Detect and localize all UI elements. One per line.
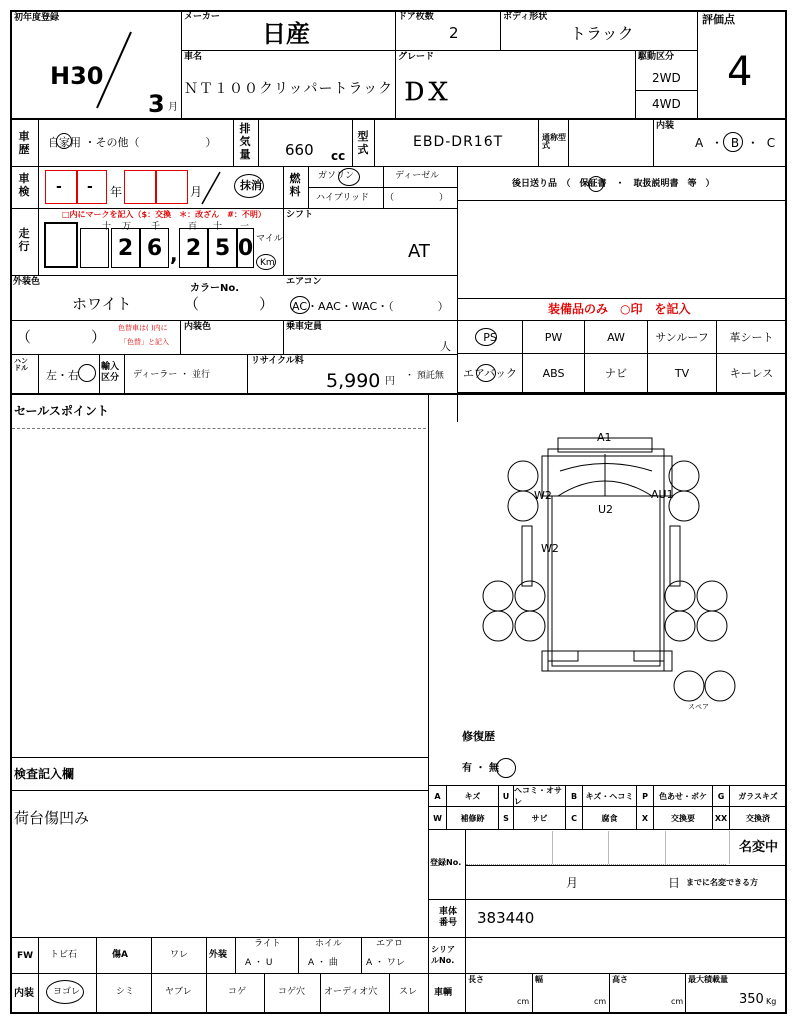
reg-deadline-note: までに名変できる方 bbox=[686, 878, 758, 887]
inspection-slash bbox=[200, 170, 222, 206]
aero-value: A ・ ワレ bbox=[366, 958, 405, 968]
mileage-label: 走 行 bbox=[18, 227, 30, 253]
shift-value: AT bbox=[408, 241, 430, 262]
diagram-label-w2-side: W2 bbox=[541, 542, 559, 555]
int-item-4: コゲ穴 bbox=[278, 987, 306, 997]
repair-none-circle bbox=[496, 758, 516, 778]
km-circle bbox=[256, 254, 276, 270]
aero-label: エアロ bbox=[376, 939, 404, 949]
equip-title: 装備品のみ ○印 を記入 bbox=[548, 302, 691, 316]
color-no-value: （ ） bbox=[184, 295, 275, 313]
ext-label: 外装 bbox=[209, 950, 228, 960]
first-reg-year: H30 bbox=[50, 62, 104, 90]
equip-sunroof[interactable]: サンルーフ bbox=[647, 320, 717, 354]
first-reg-month: 3 bbox=[148, 90, 165, 118]
recycle-unit: 円 bbox=[385, 376, 395, 387]
unit-mile: マイル bbox=[256, 234, 283, 244]
odometer-header-5: 一 bbox=[240, 222, 250, 232]
inspection-notes-label: 検査記入欄 bbox=[14, 767, 75, 781]
odometer-digit-1 bbox=[80, 228, 109, 268]
interior-b-circle bbox=[723, 132, 743, 152]
equip-pw[interactable]: PW bbox=[522, 320, 585, 354]
maker-label: メーカー bbox=[184, 12, 220, 22]
color-change-value: （ ） bbox=[16, 328, 107, 346]
legend-r2-0: W bbox=[428, 806, 447, 830]
fuel-other: （ ） bbox=[385, 193, 449, 203]
wheel-label: ホイル bbox=[315, 939, 343, 949]
sales-points-label: セールスポイント bbox=[14, 404, 109, 418]
serial-label: シリアルNo. bbox=[431, 945, 455, 965]
warranty-circle bbox=[588, 176, 604, 192]
history-value: 自家用 ・その他（ ） bbox=[48, 136, 217, 149]
fw-item-2: ワレ bbox=[170, 950, 189, 960]
drive-4wd: 4WD bbox=[652, 97, 681, 111]
light-label: ライト bbox=[254, 939, 281, 949]
inspection-note-text: 荷台傷凹み bbox=[14, 809, 90, 827]
slash-mark bbox=[95, 30, 135, 110]
car-name-value: ＮＴ１００クリッパートラック bbox=[184, 81, 394, 97]
history-label: 車 歴 bbox=[18, 130, 30, 156]
int-item-0: ヨゴレ bbox=[53, 987, 81, 997]
legend-r2-6: X bbox=[636, 806, 654, 830]
odometer-header-1: 万 bbox=[122, 222, 132, 232]
recycle-label: リサイクル料 bbox=[251, 356, 304, 366]
doors-value: 2 bbox=[449, 24, 459, 42]
max-load-label: 最大積載量 bbox=[688, 975, 728, 984]
drive-label: 駆動区分 bbox=[638, 52, 675, 62]
capacity-unit: 人 bbox=[440, 340, 451, 353]
legend-r1-1: キズ bbox=[446, 785, 499, 807]
int-item-5: オーディオ穴 bbox=[324, 987, 378, 997]
fuel-gasoline: ガソリン bbox=[318, 171, 355, 181]
expired-circle bbox=[234, 174, 264, 198]
legend-r2-1: 補修跡 bbox=[446, 806, 499, 830]
displacement-value: 660 bbox=[285, 141, 314, 159]
body-label: ボディ形状 bbox=[503, 12, 548, 22]
accessories-value: 後日送り品 （ 保証書 ・ 取扱説明書 等 ） bbox=[512, 179, 715, 189]
legend-r1-4: B bbox=[565, 785, 583, 807]
model-value: EBD-DR16T bbox=[413, 134, 504, 150]
drive-2wd: 2WD bbox=[652, 71, 681, 85]
chassis-value: 383440 bbox=[477, 909, 535, 927]
length-label: 長さ bbox=[468, 975, 484, 984]
exterior-color-label: 外装色 bbox=[13, 277, 41, 287]
inspection-month-box-2[interactable] bbox=[156, 170, 188, 204]
month-unit: 月 bbox=[168, 102, 178, 113]
legend-r1-7: 色あせ・ボケ bbox=[653, 785, 713, 807]
unit-km: Km bbox=[260, 258, 275, 268]
grade-score-label: 評価点 bbox=[702, 13, 735, 26]
history-circle bbox=[56, 133, 72, 149]
max-load-unit: Kg bbox=[766, 997, 777, 1006]
aircon-value: AC・AAC・WAC・（ ） bbox=[292, 300, 449, 313]
dash-2: - bbox=[87, 179, 93, 195]
diagram-label-w2: W2 bbox=[534, 489, 552, 502]
legend-r1-2: U bbox=[498, 785, 514, 807]
odometer-digit-4: 2 bbox=[179, 228, 208, 268]
legend-r2-4: C bbox=[565, 806, 583, 830]
legend-r2-7: 交換要 bbox=[653, 806, 713, 830]
ps-circle bbox=[475, 328, 497, 346]
width-label: 幅 bbox=[535, 975, 543, 984]
import-value: ディーラー ・ 並行 bbox=[133, 370, 211, 380]
color-change-note-1: 色替車は( )内に bbox=[118, 324, 168, 332]
legend-r1-8: G bbox=[712, 785, 730, 807]
spare-label: スペア bbox=[688, 703, 709, 711]
wheel-value: A ・ 曲 bbox=[308, 958, 338, 968]
odometer-digit-5: 5 bbox=[208, 228, 237, 268]
equip-aw[interactable]: AW bbox=[584, 320, 648, 354]
odometer-header-4: 十 bbox=[213, 222, 223, 232]
inspection-month-box-1[interactable] bbox=[124, 170, 156, 204]
stain-circle bbox=[46, 980, 84, 1004]
airbag-circle bbox=[476, 364, 496, 382]
import-label: 輸入区分 bbox=[101, 362, 120, 383]
int-item-3: コゲ bbox=[228, 987, 247, 997]
recycle-fee: 5,990 bbox=[326, 370, 381, 392]
inspection-month-unit: 月 bbox=[190, 185, 203, 199]
legend-r1-5: キズ・ヘコミ bbox=[582, 785, 637, 807]
handle-label: ハンドル bbox=[14, 357, 28, 372]
car-name-label: 車名 bbox=[184, 52, 203, 62]
inspection-label: 車 検 bbox=[18, 172, 30, 198]
inspection-expired: 抹消 bbox=[240, 179, 262, 192]
length-cm: cm bbox=[517, 997, 530, 1006]
gasoline-circle bbox=[338, 168, 360, 186]
height-cm: cm bbox=[671, 997, 684, 1006]
body-value: トラック bbox=[570, 24, 634, 43]
fw-item-0: トビ石 bbox=[50, 950, 78, 960]
legend-r1-9: ガラスキズ bbox=[729, 785, 787, 807]
odometer-digit-0[interactable] bbox=[44, 222, 78, 268]
capacity-label: 乗車定員 bbox=[286, 322, 323, 332]
displacement-unit: cc bbox=[331, 149, 346, 163]
grade-score-value: 4 bbox=[727, 49, 753, 95]
vehicle-diagram bbox=[430, 396, 786, 786]
displacement-label: 排 気 量 bbox=[239, 122, 251, 161]
legend-r2-5: 腐食 bbox=[582, 806, 637, 830]
int-label: 内装 bbox=[14, 988, 34, 999]
fw-label: FW bbox=[17, 951, 34, 961]
legend-r1-6: P bbox=[636, 785, 654, 807]
equip-tv[interactable]: TV bbox=[647, 353, 717, 393]
handle-circle bbox=[78, 364, 96, 382]
int-item-2: ヤブレ bbox=[165, 987, 192, 997]
legend-r2-2: S bbox=[498, 806, 514, 830]
grade-label: グレード bbox=[398, 52, 435, 62]
width-cm: cm bbox=[594, 997, 607, 1006]
repair-history-value: 有 ・ 無 bbox=[462, 763, 499, 774]
recycle-note: ・ 預託無 bbox=[405, 371, 444, 381]
inspection-year-unit: 年 bbox=[110, 185, 123, 199]
odometer-header-0: 十 bbox=[102, 222, 112, 232]
fuel-label: 燃 料 bbox=[289, 172, 301, 198]
height-label: 高さ bbox=[612, 975, 628, 984]
equip-ps[interactable]: PS bbox=[457, 320, 523, 354]
common-model-label: 通称型式 bbox=[542, 133, 566, 150]
odometer-digit-2: 2 bbox=[111, 228, 140, 268]
mileage-note: □内にマークを記入（$：交換 ＊：改ざん #：不明） bbox=[62, 210, 266, 219]
interior-value: A ・ B ・ C bbox=[695, 136, 778, 150]
registration-label: 登録No. bbox=[430, 858, 462, 867]
diagram-label-au1: AU1 bbox=[651, 488, 674, 501]
legend-r2-8: XX bbox=[712, 806, 730, 830]
doors-label: ドア枚数 bbox=[398, 12, 434, 22]
color-no-label: カラーNo. bbox=[190, 283, 240, 294]
odometer-header-3: 百 bbox=[188, 222, 198, 232]
equip-navi[interactable]: ナビ bbox=[584, 353, 648, 393]
shift-label: シフト bbox=[286, 210, 314, 220]
reg-month-unit: 月 bbox=[566, 876, 579, 890]
size-label: 車輌 bbox=[434, 988, 453, 998]
int-item-6: スレ bbox=[399, 987, 418, 997]
odometer-header-2: 千 bbox=[151, 222, 161, 232]
fuel-hybrid: ハイブリッド bbox=[316, 193, 370, 203]
handle-value: 左・右 bbox=[46, 369, 79, 382]
max-load-value: 350 bbox=[739, 992, 764, 1007]
light-value: A ・ U bbox=[245, 958, 273, 968]
int-item-1: シミ bbox=[116, 987, 135, 997]
odometer-comma: , bbox=[170, 242, 178, 266]
first-reg-label: 初年度登録 bbox=[14, 13, 60, 23]
diagram-label-a1: A1 bbox=[597, 431, 612, 444]
sales-points-rule bbox=[12, 428, 426, 429]
diagram-label-u2: U2 bbox=[598, 503, 614, 516]
maker-value: 日産 bbox=[262, 20, 310, 48]
repair-history-label: 修復歴 bbox=[462, 730, 495, 743]
color-change-note-2: 「色替」と記入 bbox=[120, 338, 169, 346]
odometer-digit-6: 0 bbox=[237, 228, 254, 268]
equip-leather[interactable]: 革シート bbox=[716, 320, 787, 354]
name-change-label: 名変中 bbox=[739, 840, 779, 855]
dash-1: - bbox=[56, 179, 62, 195]
reg-day-unit: 日 bbox=[668, 876, 681, 890]
equip-abs[interactable]: ABS bbox=[522, 353, 585, 393]
equip-airbag[interactable]: エアバック bbox=[457, 353, 523, 393]
fw-item-1: 傷A bbox=[112, 950, 128, 960]
interior-label: 内装 bbox=[656, 121, 675, 131]
legend-r2-9: 交換済 bbox=[729, 806, 787, 830]
odometer-digit-3: 6 bbox=[140, 228, 169, 268]
equip-keyless[interactable]: キーレス bbox=[716, 353, 787, 393]
aircon-label: エアコン bbox=[286, 277, 322, 287]
chassis-label: 車体 番号 bbox=[438, 907, 457, 928]
legend-r1-0: A bbox=[428, 785, 447, 807]
interior-color-label: 内装色 bbox=[184, 322, 212, 332]
aircon-circle bbox=[290, 296, 310, 314]
legend-r2-3: サビ bbox=[513, 806, 566, 830]
legend-r1-3: ヘコミ・オサレ bbox=[513, 785, 566, 807]
exterior-color-value: ホワイト bbox=[72, 295, 132, 313]
model-label: 型 式 bbox=[357, 130, 369, 156]
fuel-diesel: ディーゼル bbox=[395, 171, 440, 181]
grade-value: ＤＸ bbox=[402, 78, 450, 106]
